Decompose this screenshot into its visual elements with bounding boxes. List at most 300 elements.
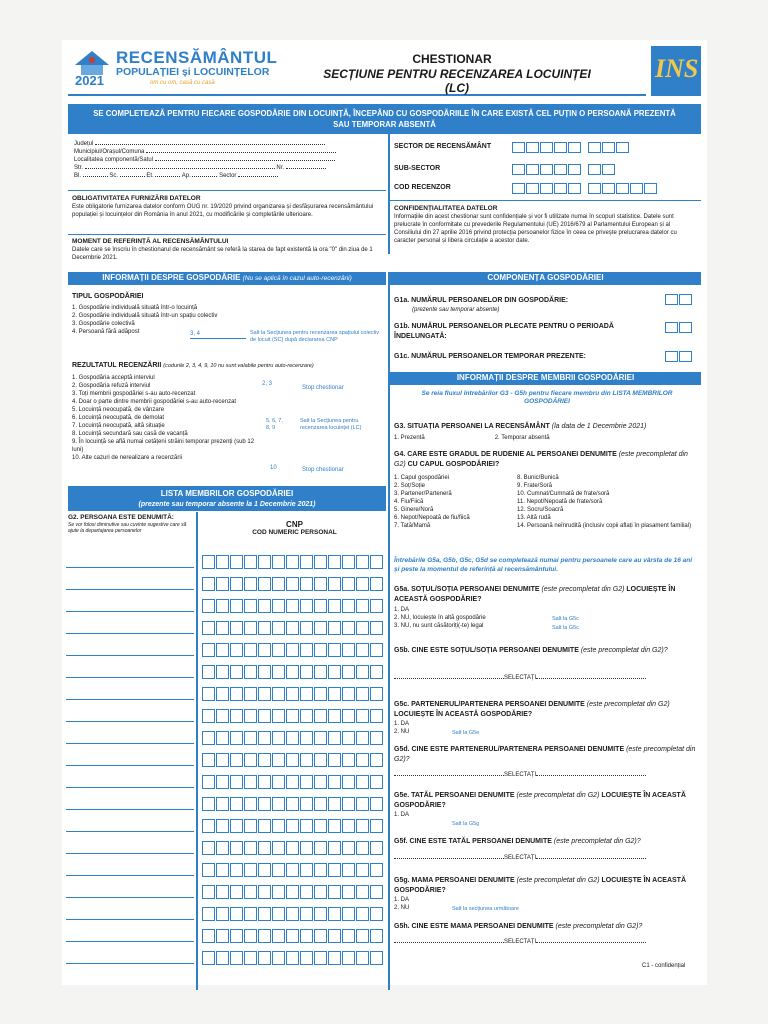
member-name-field[interactable] bbox=[66, 699, 194, 700]
cnp-digit-box[interactable] bbox=[230, 885, 243, 899]
cnp-input-row[interactable] bbox=[202, 885, 387, 899]
cnp-digit-box[interactable] bbox=[258, 643, 271, 657]
cnp-digit-box[interactable] bbox=[356, 841, 369, 855]
cnp-digit-box[interactable] bbox=[244, 753, 257, 767]
member-name-field[interactable] bbox=[66, 897, 194, 898]
cnp-digit-box[interactable] bbox=[272, 819, 285, 833]
cnp-digit-box[interactable] bbox=[244, 687, 257, 701]
member-name-field[interactable] bbox=[66, 787, 194, 788]
cnp-digit-box[interactable] bbox=[202, 885, 215, 899]
municipality-field[interactable]: Municipiul/Orașul/Comuna bbox=[74, 148, 374, 156]
cnp-digit-box[interactable] bbox=[356, 687, 369, 701]
cnp-digit-box[interactable] bbox=[300, 907, 313, 921]
cnp-input-row[interactable] bbox=[202, 951, 387, 965]
cnp-digit-box[interactable] bbox=[258, 709, 271, 723]
cnp-digit-box[interactable] bbox=[258, 819, 271, 833]
cnp-input-row[interactable] bbox=[202, 929, 387, 943]
cnp-digit-box[interactable] bbox=[328, 555, 341, 569]
cnp-digit-box[interactable] bbox=[314, 951, 327, 965]
cnp-digit-box[interactable] bbox=[244, 555, 257, 569]
cnp-digit-box[interactable] bbox=[300, 555, 313, 569]
cnp-digit-box[interactable] bbox=[230, 709, 243, 723]
cnp-digit-box[interactable] bbox=[202, 555, 215, 569]
cnp-digit-box[interactable] bbox=[202, 687, 215, 701]
cnp-digit-box[interactable] bbox=[216, 775, 229, 789]
cnp-digit-box[interactable] bbox=[258, 555, 271, 569]
cnp-digit-box[interactable] bbox=[244, 709, 257, 723]
cnp-digit-box[interactable] bbox=[314, 863, 327, 877]
cnp-digit-box[interactable] bbox=[300, 775, 313, 789]
cnp-digit-box[interactable] bbox=[370, 753, 383, 767]
cnp-digit-box[interactable] bbox=[244, 841, 257, 855]
cnp-digit-box[interactable] bbox=[272, 665, 285, 679]
cnp-digit-box[interactable] bbox=[258, 577, 271, 591]
cnp-digit-box[interactable] bbox=[300, 841, 313, 855]
member-name-field[interactable] bbox=[66, 941, 194, 942]
cnp-digit-box[interactable] bbox=[216, 621, 229, 635]
cnp-digit-box[interactable] bbox=[244, 951, 257, 965]
cnp-digit-box[interactable] bbox=[370, 665, 383, 679]
cnp-digit-box[interactable] bbox=[314, 599, 327, 613]
cnp-digit-box[interactable] bbox=[244, 863, 257, 877]
cnp-digit-box[interactable] bbox=[286, 643, 299, 657]
cnp-digit-box[interactable] bbox=[314, 731, 327, 745]
cnp-digit-box[interactable] bbox=[272, 907, 285, 921]
cnp-digit-box[interactable] bbox=[272, 863, 285, 877]
cnp-digit-box[interactable] bbox=[272, 951, 285, 965]
cnp-input-row[interactable] bbox=[202, 841, 387, 855]
cnp-input-row[interactable] bbox=[202, 665, 387, 679]
cnp-digit-box[interactable] bbox=[328, 687, 341, 701]
cnp-digit-box[interactable] bbox=[230, 621, 243, 635]
cnp-digit-box[interactable] bbox=[230, 929, 243, 943]
cnp-digit-box[interactable] bbox=[342, 907, 355, 921]
cnp-digit-box[interactable] bbox=[314, 665, 327, 679]
cnp-digit-box[interactable] bbox=[202, 709, 215, 723]
cnp-digit-box[interactable] bbox=[370, 643, 383, 657]
cnp-input-row[interactable] bbox=[202, 687, 387, 701]
cnp-digit-box[interactable] bbox=[314, 555, 327, 569]
cnp-digit-box[interactable] bbox=[230, 665, 243, 679]
cnp-digit-box[interactable] bbox=[272, 599, 285, 613]
cnp-digit-box[interactable] bbox=[370, 621, 383, 635]
county-field[interactable]: Județul bbox=[74, 140, 374, 148]
g5a-options[interactable]: 1. DA 2. NU, locuiește în altă gospodărie 3. NU, nu sunt căsătoriți(-te) legal bbox=[394, 607, 486, 629]
cnp-digit-box[interactable] bbox=[216, 885, 229, 899]
cnp-digit-box[interactable] bbox=[216, 665, 229, 679]
g5d-select[interactable]: SELECTAȚI bbox=[394, 771, 646, 779]
cnp-digit-box[interactable] bbox=[342, 929, 355, 943]
cnp-digit-box[interactable] bbox=[244, 885, 257, 899]
member-name-field[interactable] bbox=[66, 721, 194, 722]
cnp-digit-box[interactable] bbox=[328, 731, 341, 745]
cnp-digit-box[interactable] bbox=[300, 797, 313, 811]
member-name-field[interactable] bbox=[66, 633, 194, 634]
cnp-digit-box[interactable] bbox=[216, 907, 229, 921]
cnp-input-row[interactable] bbox=[202, 577, 387, 591]
cnp-digit-box[interactable] bbox=[300, 599, 313, 613]
cnp-digit-box[interactable] bbox=[272, 555, 285, 569]
cnp-digit-box[interactable] bbox=[244, 621, 257, 635]
cnp-digit-box[interactable] bbox=[314, 709, 327, 723]
cnp-digit-box[interactable] bbox=[356, 643, 369, 657]
cnp-digit-box[interactable] bbox=[244, 775, 257, 789]
sector-boxes[interactable] bbox=[512, 140, 630, 158]
cnp-digit-box[interactable] bbox=[216, 599, 229, 613]
cnp-digit-box[interactable] bbox=[244, 665, 257, 679]
cnp-digit-box[interactable] bbox=[314, 819, 327, 833]
cnp-digit-box[interactable] bbox=[258, 753, 271, 767]
cnp-digit-box[interactable] bbox=[202, 819, 215, 833]
cnp-input-row[interactable] bbox=[202, 863, 387, 877]
cnp-digit-box[interactable] bbox=[314, 885, 327, 899]
cnp-digit-box[interactable] bbox=[230, 731, 243, 745]
cnp-digit-box[interactable] bbox=[258, 841, 271, 855]
cnp-digit-box[interactable] bbox=[216, 643, 229, 657]
cnp-digit-box[interactable] bbox=[202, 621, 215, 635]
cnp-digit-box[interactable] bbox=[356, 775, 369, 789]
cnp-digit-box[interactable] bbox=[300, 951, 313, 965]
g4-options-left[interactable]: 1. Capul gospodăriei 2. Soț/Soție 3. Partener/Parteneră 4. Fiu/Fiică 5. Ginere/Noră 6. Nepot/Nepoată de fiu/fiică 7. Tată/Mamă bbox=[394, 475, 470, 529]
cnp-digit-box[interactable] bbox=[356, 709, 369, 723]
cnp-digit-box[interactable] bbox=[216, 797, 229, 811]
cnp-digit-box[interactable] bbox=[370, 907, 383, 921]
cnp-digit-box[interactable] bbox=[356, 665, 369, 679]
cnp-digit-box[interactable] bbox=[314, 907, 327, 921]
cnp-digit-box[interactable] bbox=[300, 753, 313, 767]
cnp-digit-box[interactable] bbox=[342, 885, 355, 899]
cnp-digit-box[interactable] bbox=[272, 731, 285, 745]
cnp-digit-box[interactable] bbox=[370, 885, 383, 899]
cnp-digit-box[interactable] bbox=[342, 951, 355, 965]
g5h-select[interactable]: SELECTAȚI bbox=[394, 938, 646, 946]
cnp-digit-box[interactable] bbox=[230, 951, 243, 965]
cnp-digit-box[interactable] bbox=[230, 687, 243, 701]
cnp-input-row[interactable] bbox=[202, 907, 387, 921]
member-name-field[interactable] bbox=[66, 743, 194, 744]
cnp-digit-box[interactable] bbox=[258, 929, 271, 943]
cnp-digit-box[interactable] bbox=[342, 577, 355, 591]
subsector-boxes[interactable] bbox=[512, 162, 616, 180]
g5g-options[interactable]: 1. DA 2. NU bbox=[394, 897, 410, 911]
cnp-digit-box[interactable] bbox=[258, 951, 271, 965]
cnp-digit-box[interactable] bbox=[286, 819, 299, 833]
cnp-input-row[interactable] bbox=[202, 621, 387, 635]
g5f-select[interactable]: SELECTAȚI bbox=[394, 854, 646, 862]
member-name-field[interactable] bbox=[66, 875, 194, 876]
cnp-digit-box[interactable] bbox=[370, 819, 383, 833]
cnp-digit-box[interactable] bbox=[202, 797, 215, 811]
cnp-digit-box[interactable] bbox=[314, 775, 327, 789]
cnp-digit-box[interactable] bbox=[314, 753, 327, 767]
cnp-digit-box[interactable] bbox=[258, 775, 271, 789]
cnp-digit-box[interactable] bbox=[314, 577, 327, 591]
cnp-digit-box[interactable] bbox=[286, 841, 299, 855]
cnp-digit-box[interactable] bbox=[370, 599, 383, 613]
cnp-digit-box[interactable] bbox=[328, 577, 341, 591]
cnp-digit-box[interactable] bbox=[272, 621, 285, 635]
cnp-digit-box[interactable] bbox=[328, 753, 341, 767]
cnp-digit-box[interactable] bbox=[258, 731, 271, 745]
cnp-digit-box[interactable] bbox=[272, 577, 285, 591]
cnp-input-row[interactable] bbox=[202, 819, 387, 833]
cnp-digit-box[interactable] bbox=[314, 643, 327, 657]
cnp-digit-box[interactable] bbox=[300, 665, 313, 679]
cnp-digit-box[interactable] bbox=[202, 929, 215, 943]
cnp-digit-box[interactable] bbox=[258, 621, 271, 635]
cnp-digit-box[interactable] bbox=[286, 775, 299, 789]
g5b-select[interactable]: SELECTAȚI bbox=[394, 674, 646, 682]
cnp-digit-box[interactable] bbox=[216, 819, 229, 833]
g3-options[interactable]: 1. Prezentă 2. Temporar absentă bbox=[394, 435, 550, 441]
cnp-input-row[interactable] bbox=[202, 775, 387, 789]
cnp-digit-box[interactable] bbox=[244, 599, 257, 613]
member-name-field[interactable] bbox=[66, 567, 194, 568]
cnp-digit-box[interactable] bbox=[230, 841, 243, 855]
cnp-digit-box[interactable] bbox=[230, 577, 243, 591]
cnp-digit-box[interactable] bbox=[230, 643, 243, 657]
cnp-digit-box[interactable] bbox=[202, 951, 215, 965]
cnp-digit-box[interactable] bbox=[272, 643, 285, 657]
cnp-digit-box[interactable] bbox=[356, 929, 369, 943]
cnp-digit-box[interactable] bbox=[272, 797, 285, 811]
member-name-field[interactable] bbox=[66, 589, 194, 590]
cnp-digit-box[interactable] bbox=[314, 929, 327, 943]
census-result-options[interactable]: 1. Gospodăria acceptă interviul 2. Gospodăria refuză interviul 3. Toți membrii gospodăriei s-au auto-recenzat 4. Doar o parte dintre membrii gospodăriei s-au auto-recenzat 5. Locuință neocupată, de vânzare 6. Locuință neocupată, de demolat 7. Locuință neocupată, altă situație 8. Locuință secundară sau casă de vacanță 9. În locuință se află numai cetățeni străini temporar prezenți (sub 12 luni) 10. Alte cazuri de nerealizare a recenzării bbox=[72, 375, 255, 461]
cnp-digit-box[interactable] bbox=[286, 863, 299, 877]
member-name-field[interactable] bbox=[66, 611, 194, 612]
cnp-digit-box[interactable] bbox=[216, 577, 229, 591]
cnp-digit-box[interactable] bbox=[300, 929, 313, 943]
cnp-digit-box[interactable] bbox=[328, 643, 341, 657]
cnp-digit-box[interactable] bbox=[356, 599, 369, 613]
cnp-digit-box[interactable] bbox=[300, 731, 313, 745]
cnp-digit-box[interactable] bbox=[300, 687, 313, 701]
member-name-field[interactable] bbox=[66, 655, 194, 656]
cnp-digit-box[interactable] bbox=[370, 555, 383, 569]
member-name-field[interactable] bbox=[66, 809, 194, 810]
cnp-input-row[interactable] bbox=[202, 797, 387, 811]
cnp-digit-box[interactable] bbox=[356, 797, 369, 811]
cnp-digit-box[interactable] bbox=[370, 709, 383, 723]
cnp-digit-box[interactable] bbox=[314, 841, 327, 855]
cnp-digit-box[interactable] bbox=[342, 555, 355, 569]
cnp-digit-box[interactable] bbox=[328, 841, 341, 855]
g4-options-right[interactable]: 8. Bunic/Bunică 9. Frate/Soră 10. Cumnat/Cumnată de frate/soră 11. Nepot/Nepoată de frate/soră 12. Socru/Soacră 13. Altă rudă 14. Persoană neînrudită (inclusiv copii aflați în plasament familial) bbox=[517, 475, 692, 529]
g1b-boxes[interactable] bbox=[665, 320, 693, 338]
cnp-digit-box[interactable] bbox=[314, 797, 327, 811]
cnp-digit-box[interactable] bbox=[370, 687, 383, 701]
cnp-digit-box[interactable] bbox=[286, 907, 299, 921]
cnp-input-row[interactable] bbox=[202, 599, 387, 613]
enumerator-code-boxes[interactable] bbox=[512, 181, 658, 199]
cnp-digit-box[interactable] bbox=[258, 907, 271, 921]
cnp-input-row[interactable] bbox=[202, 555, 387, 569]
cnp-digit-box[interactable] bbox=[356, 577, 369, 591]
cnp-digit-box[interactable] bbox=[244, 819, 257, 833]
cnp-digit-box[interactable] bbox=[328, 709, 341, 723]
cnp-digit-box[interactable] bbox=[230, 555, 243, 569]
cnp-digit-box[interactable] bbox=[300, 709, 313, 723]
cnp-digit-box[interactable] bbox=[286, 753, 299, 767]
cnp-digit-box[interactable] bbox=[370, 577, 383, 591]
cnp-digit-box[interactable] bbox=[328, 885, 341, 899]
cnp-digit-box[interactable] bbox=[356, 621, 369, 635]
cnp-digit-box[interactable] bbox=[286, 577, 299, 591]
cnp-digit-box[interactable] bbox=[286, 687, 299, 701]
member-name-field[interactable] bbox=[66, 677, 194, 678]
cnp-digit-box[interactable] bbox=[230, 907, 243, 921]
cnp-digit-box[interactable] bbox=[230, 863, 243, 877]
cnp-digit-box[interactable] bbox=[216, 555, 229, 569]
cnp-digit-box[interactable] bbox=[370, 775, 383, 789]
cnp-digit-box[interactable] bbox=[202, 731, 215, 745]
cnp-digit-box[interactable] bbox=[230, 819, 243, 833]
cnp-digit-box[interactable] bbox=[286, 731, 299, 745]
member-name-field[interactable] bbox=[66, 963, 194, 964]
cnp-digit-box[interactable] bbox=[230, 599, 243, 613]
cnp-digit-box[interactable] bbox=[258, 885, 271, 899]
cnp-digit-box[interactable] bbox=[258, 687, 271, 701]
cnp-digit-box[interactable] bbox=[202, 753, 215, 767]
cnp-digit-box[interactable] bbox=[356, 863, 369, 877]
household-type-options[interactable]: 1. Gospodărie individuală situată într-o locuință 2. Gospodărie individuală situată într-un spațiu colectiv 3. Gospodărie colectivă 4. Persoană fără adăpost bbox=[72, 305, 218, 335]
cnp-digit-box[interactable] bbox=[314, 621, 327, 635]
cnp-digit-box[interactable] bbox=[272, 753, 285, 767]
member-name-field[interactable] bbox=[66, 831, 194, 832]
member-name-field[interactable] bbox=[66, 765, 194, 766]
cnp-digit-box[interactable] bbox=[328, 863, 341, 877]
cnp-digit-box[interactable] bbox=[258, 863, 271, 877]
cnp-digit-box[interactable] bbox=[286, 555, 299, 569]
street-field[interactable]: Str. Nr. bbox=[74, 164, 374, 172]
cnp-digit-box[interactable] bbox=[356, 951, 369, 965]
cnp-digit-box[interactable] bbox=[202, 577, 215, 591]
cnp-digit-box[interactable] bbox=[370, 797, 383, 811]
cnp-digit-box[interactable] bbox=[342, 643, 355, 657]
cnp-digit-box[interactable] bbox=[356, 731, 369, 745]
cnp-digit-box[interactable] bbox=[244, 577, 257, 591]
cnp-digit-box[interactable] bbox=[356, 555, 369, 569]
cnp-digit-box[interactable] bbox=[370, 863, 383, 877]
cnp-digit-box[interactable] bbox=[272, 885, 285, 899]
cnp-digit-box[interactable] bbox=[216, 863, 229, 877]
cnp-digit-box[interactable] bbox=[300, 621, 313, 635]
g1c-boxes[interactable] bbox=[665, 349, 693, 367]
cnp-digit-box[interactable] bbox=[202, 599, 215, 613]
g5c-options[interactable]: 1. DA 2. NU bbox=[394, 721, 410, 735]
cnp-digit-box[interactable] bbox=[230, 797, 243, 811]
member-name-field[interactable] bbox=[66, 853, 194, 854]
cnp-digit-box[interactable] bbox=[328, 797, 341, 811]
cnp-digit-box[interactable] bbox=[202, 775, 215, 789]
cnp-digit-box[interactable] bbox=[244, 643, 257, 657]
cnp-digit-box[interactable] bbox=[356, 819, 369, 833]
cnp-digit-box[interactable] bbox=[300, 643, 313, 657]
cnp-input-row[interactable] bbox=[202, 709, 387, 723]
cnp-digit-box[interactable] bbox=[300, 819, 313, 833]
cnp-digit-box[interactable] bbox=[328, 951, 341, 965]
cnp-digit-box[interactable] bbox=[328, 621, 341, 635]
cnp-digit-box[interactable] bbox=[216, 929, 229, 943]
cnp-digit-box[interactable] bbox=[328, 775, 341, 789]
cnp-digit-box[interactable] bbox=[300, 863, 313, 877]
cnp-digit-box[interactable] bbox=[272, 929, 285, 943]
cnp-digit-box[interactable] bbox=[356, 907, 369, 921]
cnp-input-row[interactable] bbox=[202, 643, 387, 657]
cnp-digit-box[interactable] bbox=[286, 709, 299, 723]
cnp-digit-box[interactable] bbox=[342, 797, 355, 811]
cnp-digit-box[interactable] bbox=[314, 687, 327, 701]
cnp-digit-box[interactable] bbox=[370, 731, 383, 745]
cnp-digit-box[interactable] bbox=[328, 929, 341, 943]
cnp-digit-box[interactable] bbox=[244, 797, 257, 811]
cnp-digit-box[interactable] bbox=[370, 951, 383, 965]
cnp-digit-box[interactable] bbox=[258, 665, 271, 679]
cnp-digit-box[interactable] bbox=[342, 841, 355, 855]
cnp-digit-box[interactable] bbox=[272, 841, 285, 855]
cnp-digit-box[interactable] bbox=[342, 775, 355, 789]
g5e-options[interactable]: 1. DA bbox=[394, 812, 410, 818]
cnp-digit-box[interactable] bbox=[230, 753, 243, 767]
cnp-digit-box[interactable] bbox=[286, 929, 299, 943]
cnp-digit-box[interactable] bbox=[286, 951, 299, 965]
cnp-digit-box[interactable] bbox=[342, 665, 355, 679]
cnp-digit-box[interactable] bbox=[286, 621, 299, 635]
cnp-digit-box[interactable] bbox=[342, 863, 355, 877]
cnp-digit-box[interactable] bbox=[216, 951, 229, 965]
cnp-input-row[interactable] bbox=[202, 753, 387, 767]
cnp-digit-box[interactable] bbox=[202, 841, 215, 855]
cnp-digit-box[interactable] bbox=[202, 643, 215, 657]
cnp-digit-box[interactable] bbox=[230, 775, 243, 789]
cnp-digit-box[interactable] bbox=[356, 885, 369, 899]
cnp-digit-box[interactable] bbox=[300, 885, 313, 899]
g1a-boxes[interactable] bbox=[665, 292, 693, 310]
cnp-input-row[interactable] bbox=[202, 731, 387, 745]
cnp-digit-box[interactable] bbox=[244, 929, 257, 943]
cnp-digit-box[interactable] bbox=[286, 797, 299, 811]
cnp-digit-box[interactable] bbox=[258, 797, 271, 811]
cnp-digit-box[interactable] bbox=[216, 709, 229, 723]
locality-field[interactable]: Localitatea componentă/Satul bbox=[74, 156, 374, 164]
cnp-digit-box[interactable] bbox=[370, 841, 383, 855]
cnp-digit-box[interactable] bbox=[258, 599, 271, 613]
cnp-digit-box[interactable] bbox=[202, 863, 215, 877]
cnp-digit-box[interactable] bbox=[328, 907, 341, 921]
cnp-digit-box[interactable] bbox=[286, 665, 299, 679]
cnp-digit-box[interactable] bbox=[342, 731, 355, 745]
cnp-digit-box[interactable] bbox=[244, 907, 257, 921]
cnp-digit-box[interactable] bbox=[328, 819, 341, 833]
cnp-digit-box[interactable] bbox=[216, 731, 229, 745]
building-field[interactable]: Bl. Sc. Et. Ap. Sector bbox=[74, 172, 374, 180]
cnp-digit-box[interactable] bbox=[342, 687, 355, 701]
cnp-digit-box[interactable] bbox=[202, 907, 215, 921]
cnp-digit-box[interactable] bbox=[272, 687, 285, 701]
cnp-digit-box[interactable] bbox=[342, 599, 355, 613]
cnp-digit-box[interactable] bbox=[272, 775, 285, 789]
cnp-digit-box[interactable] bbox=[328, 665, 341, 679]
cnp-digit-box[interactable] bbox=[342, 753, 355, 767]
cnp-digit-box[interactable] bbox=[216, 687, 229, 701]
cnp-digit-box[interactable] bbox=[328, 599, 341, 613]
cnp-digit-box[interactable] bbox=[342, 819, 355, 833]
cnp-digit-box[interactable] bbox=[370, 929, 383, 943]
cnp-digit-box[interactable] bbox=[300, 577, 313, 591]
cnp-digit-box[interactable] bbox=[216, 753, 229, 767]
cnp-digit-box[interactable] bbox=[272, 709, 285, 723]
